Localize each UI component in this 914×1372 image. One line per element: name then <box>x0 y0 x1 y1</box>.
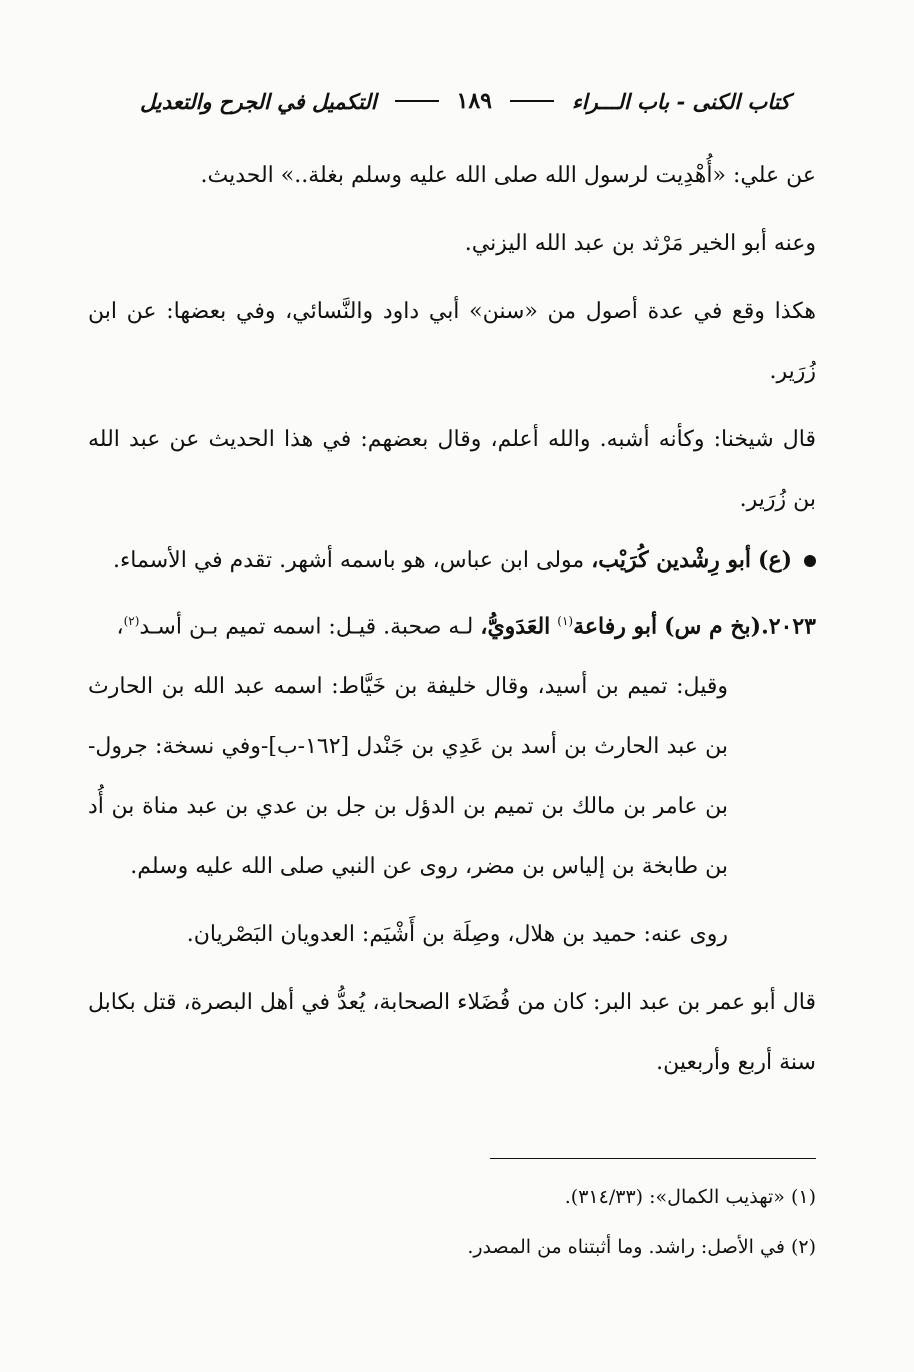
paragraph-5-bullet <box>88 530 816 591</box>
footnote-ref-2: (٢) <box>123 614 140 628</box>
source-code: (ع) <box>758 547 792 573</box>
spacer <box>88 965 816 973</box>
entry-codes: (بخ م س) <box>664 613 762 640</box>
page-number: ١٨٩ <box>456 88 492 114</box>
kunya-name: أبو رِشْدين كُرَيْب، <box>591 547 752 573</box>
footnote-ref-1: (١) <box>557 614 574 628</box>
entry-name: أبو رفاعة <box>573 613 658 640</box>
bullet-icon <box>804 555 816 567</box>
footnote-divider <box>490 1158 816 1159</box>
entry-number: ٢٠٢٣. <box>761 613 816 640</box>
paragraph-8: قال أبو عمر بن عبد البر: كان من فُضَلاء الصحابة، يُعدُّ في أهل البصرة، قتل بكابل سنة أربع وأربعين. <box>87 990 816 1076</box>
paragraph-7: روى عنه: حميد بن هلال، وصِلَة بن أَشْيَم: العدويان البَصْريان. <box>186 922 728 948</box>
entry-nisba: العَدَويُّ، <box>480 613 551 640</box>
footnote-2: (٢) في الأصل: راشد. وما أثبتناه من المصدر. <box>467 1236 816 1258</box>
paragraph-1: عن علي: «أُهْدِيت لرسول الله صلى الله عليه وسلم بغلة..» الحديث. <box>200 163 816 188</box>
footnote-1: (١) «تهذيب الكمال»: (٣١٤/٣٣). <box>564 1186 816 1208</box>
entry-comma: ، <box>116 614 124 640</box>
entry-description: مولى ابن عباس، هو باسمه أشهر. تقدم في الأسماء. <box>112 548 585 573</box>
main-text <box>88 146 816 1093</box>
paragraph-4: قال شيخنا: وكأنه أشبه. والله أعلم، وقال بعضهم: في هذا الحديث عن عبد الله بن زُرَير. <box>88 427 816 512</box>
entry-2023-first-line <box>88 591 816 657</box>
header-left-title: التكميل في الجرح والتعديل <box>140 88 377 114</box>
spacer <box>88 897 816 905</box>
running-header <box>140 88 790 114</box>
paragraph-2: وعنه أبو الخير مَرْثد بن عبد الله اليزني. <box>464 231 816 256</box>
entry-2023-body: وقيل: تميم بن أسيد، وقال خليفة بن خَيَّاط: اسمه عبد الله بن الحارث بن عبد الحارث بن أسد بن عَدِي بن جَنْدل [١٦٢-ب]-وفي نسخة: جرول- بن عامر بن مالك بن تميم بن الدؤل بن جل بن عدي بن عبد مناة بن أُد بن طابخة بن إلياس بن مضر، روى عن النبي صلى الله عليه وسلم. <box>88 674 729 880</box>
spacer <box>88 402 816 410</box>
paragraph-3: هكذا وقع في عدة أصول من «سنن» أبي داود والنَّسائي، وفي بعضها: عن ابن زُرَير. <box>88 299 816 384</box>
footnotes <box>88 1172 816 1272</box>
spacer <box>88 274 816 282</box>
header-rule-right <box>510 100 554 102</box>
header-right-title: كتاب الكنى - باب الـــراء <box>571 88 790 114</box>
header-rule-left <box>395 100 439 102</box>
entry-first-line-text: لـه صحبة. قيـل: اسمه تميم بـن أسـد <box>139 614 474 640</box>
spacer <box>88 206 816 214</box>
